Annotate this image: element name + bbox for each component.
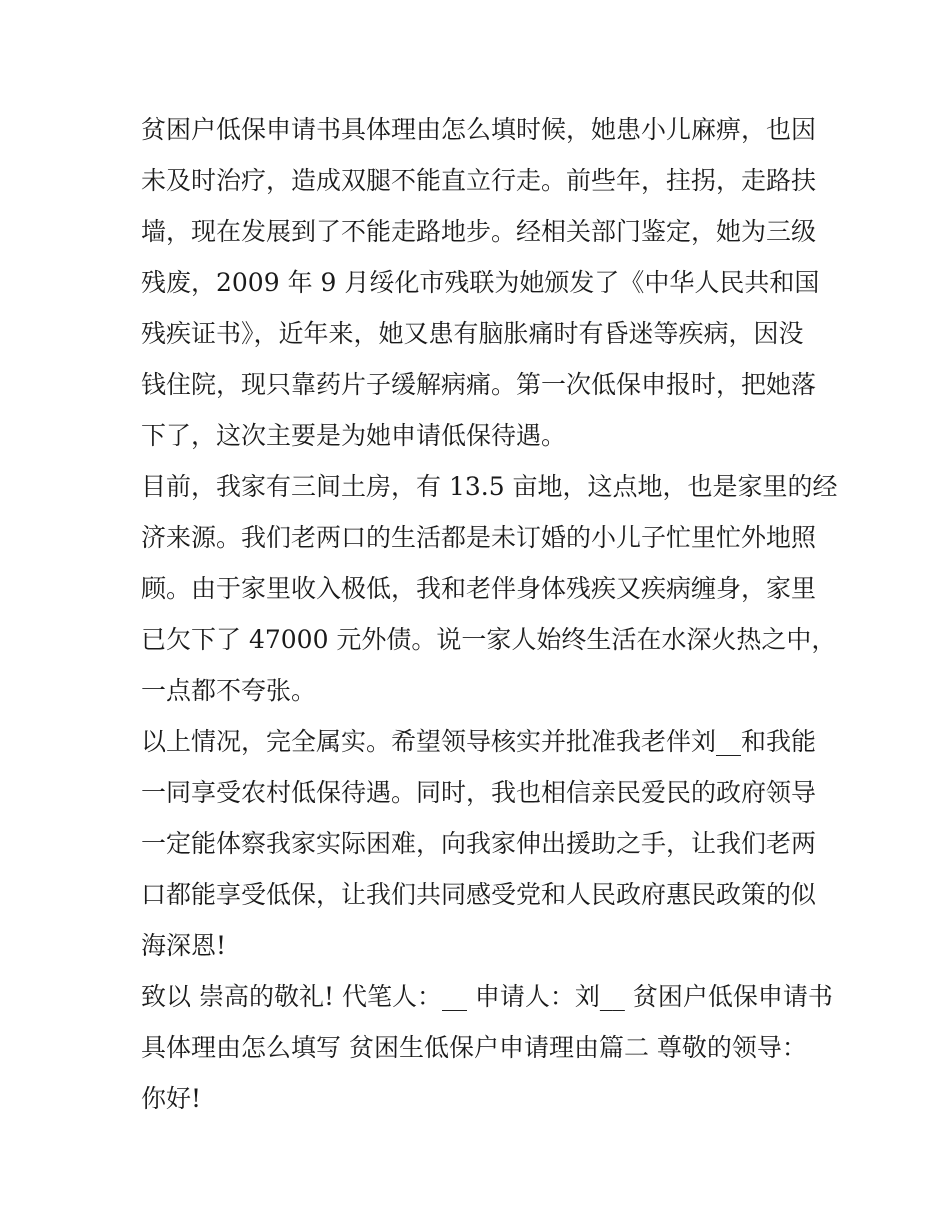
text-line: 顾。由于家里收入极低，我和老伴身体残疾又疾病缠身，家里 <box>141 574 817 603</box>
paragraph-3 <box>141 716 821 971</box>
text-line: 残疾证书》，近年来，她又患有脑胀痛时有昏迷等疾病，因没 <box>141 319 804 348</box>
text-line: 具体理由怎么填写 贫困生低保户申请理由篇二 尊敬的领导： <box>141 1033 807 1062</box>
text-line: 未及时治疗，造成双腿不能直立行走。前些年，拄拐，走路扶 <box>141 166 817 195</box>
text-line: 济来源。我们老两口的生活都是未订婚的小儿子忙里忙外地照 <box>141 523 817 552</box>
document-body <box>141 104 838 1124</box>
text-line: 一同享受农村低保待遇。同时，我也相信亲民爱民的政府领导 <box>141 778 817 807</box>
text-line: 海深恩! <box>141 931 227 960</box>
text-line: 一定能体察我家实际困难，向我家伸出援助之手，让我们老两 <box>141 829 817 858</box>
text-line: 口都能享受低保，让我们共同感受党和人民政府惠民政策的似 <box>141 880 817 909</box>
paragraph-2 <box>141 461 838 716</box>
text-line: 残废，2009 年 9 月绥化市残联为她颁发了《中华人民共和国 <box>141 268 820 297</box>
text-line: 目前，我家有三间土房，有 13.5 亩地，这点地，也是家里的经 <box>141 472 838 501</box>
text-line: 下了，这次主要是为她申请低保待遇。 <box>141 421 567 450</box>
text-line: 墙，现在发展到了不能走路地步。经相关部门鉴定，她为三级 <box>141 217 817 246</box>
text-line: 以上情况，完全属实。希望领导核实并批准我老伴刘__和我能 <box>141 727 817 756</box>
paragraph-1 <box>141 104 821 461</box>
text-line: 你好! <box>141 1084 202 1113</box>
text-line: 钱住院，现只靠药片子缓解病痛。第一次低保申报时，把她落 <box>141 370 817 399</box>
text-line: 一点都不夸张。 <box>141 676 317 705</box>
text-line: 贫困户低保申请书具体理由怎么填时候，她患小儿麻痹，也因 <box>141 115 817 144</box>
text-line: 致以 崇高的敬礼! 代笔人：__ 申请人：刘__ 贫困户低保申请书 <box>141 982 833 1011</box>
paragraph-4 <box>141 971 833 1124</box>
text-line: 已欠下了 47000 元外债。说一家人始终生活在水深火热之中， <box>141 625 837 654</box>
